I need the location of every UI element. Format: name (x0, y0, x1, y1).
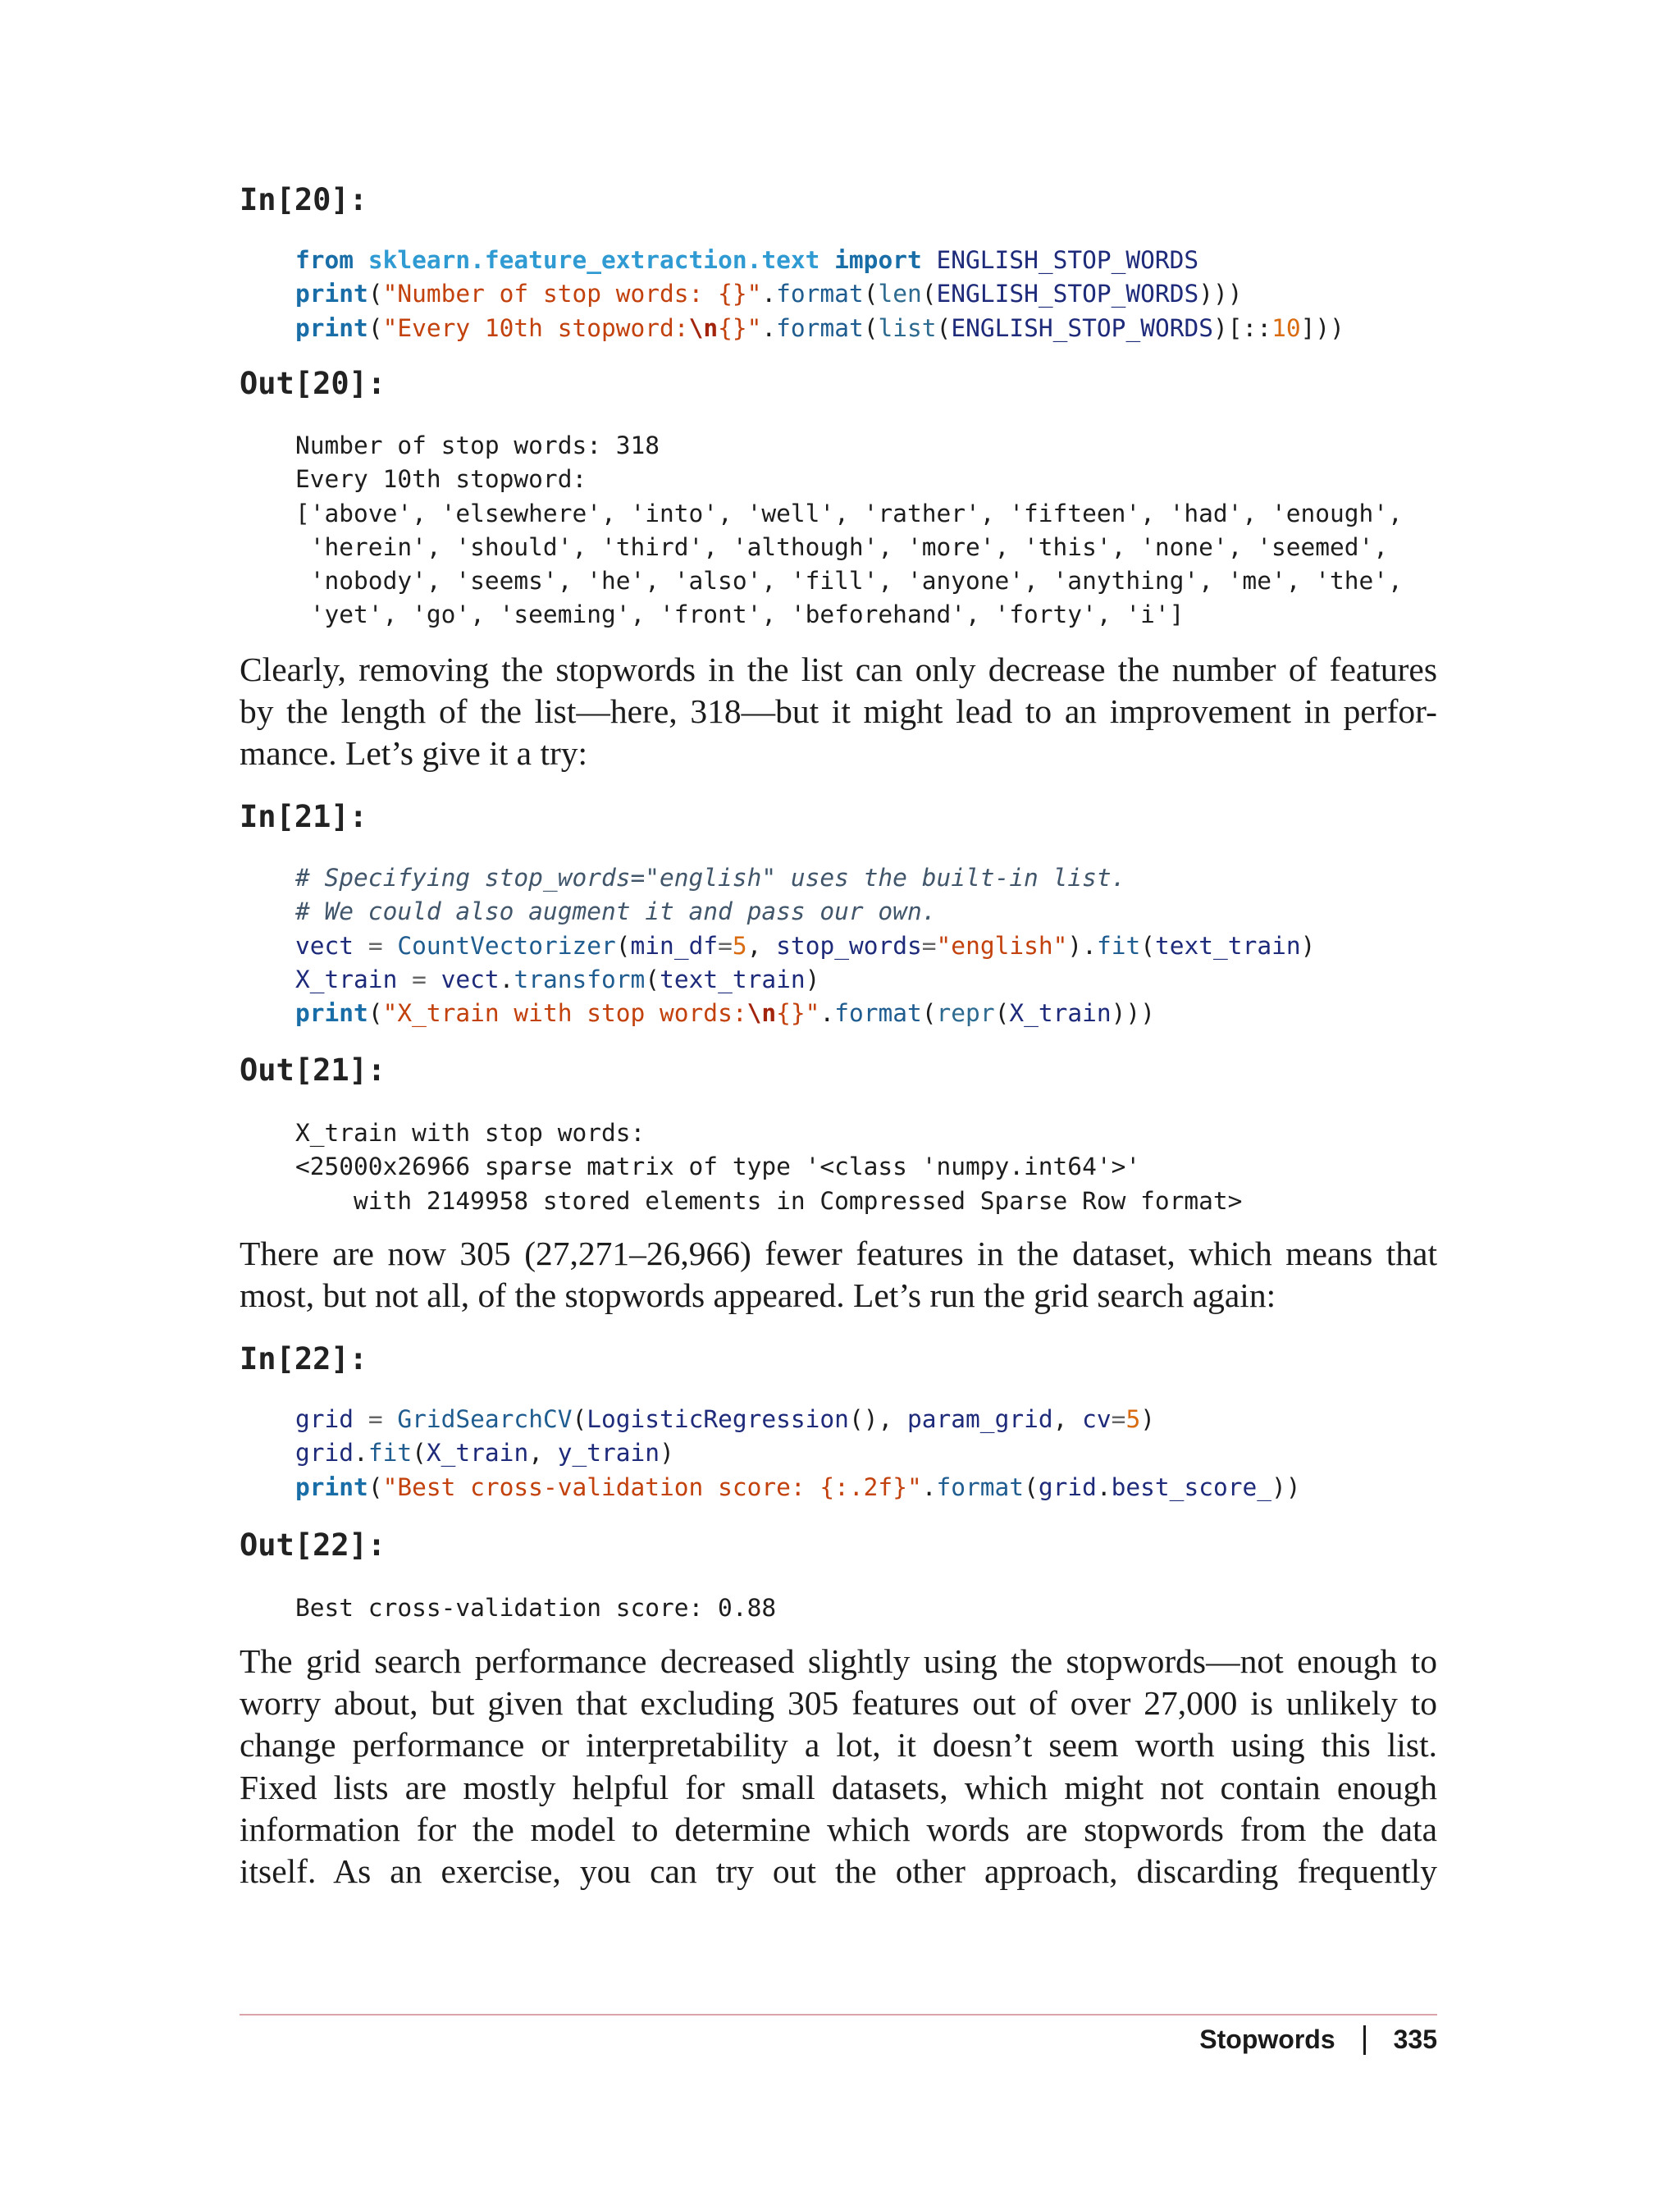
output-line: Every 10th stopword: (295, 465, 587, 494)
page-footer (1199, 2025, 1437, 2055)
code-comment: # Specifying stop_words="english" uses the built-in list. (295, 864, 1126, 892)
code-line: print("Best cross-validation score: {:.2f}".format(grid.best_score_)) (295, 1472, 1301, 1501)
output-line: with 2149958 stored elements in Compressed Sparse Row format> (295, 1186, 1243, 1215)
output-line: 'herein', 'should', 'third', 'although', 'more', 'this', 'none', 'seemed', (295, 532, 1389, 561)
output-line: X_train with stop words: (295, 1119, 646, 1147)
footer-separator (1363, 2025, 1366, 2055)
input-prompt-22: In[22]: (240, 1341, 368, 1376)
output-prompt-22: Out[22]: (240, 1527, 386, 1563)
output-cell-21 (295, 1116, 1242, 1218)
code-line: from sklearn.feature_extraction.text import ENGLISH_STOP_WORDS (295, 246, 1199, 274)
output-cell-22 (295, 1591, 776, 1625)
output-line: Best cross-validation score: 0.88 (295, 1594, 777, 1622)
code-comment: # We could also augment it and pass our own. (295, 897, 937, 926)
footer-rule (240, 2014, 1437, 2016)
code-line: print("Every 10th stopword:\n{}".format(list(ENGLISH_STOP_WORDS)[::10])) (295, 313, 1344, 342)
output-line: 'nobody', 'seems', 'he', 'also', 'fill', 'anyone', 'anything', 'me', 'the', (295, 567, 1403, 596)
paragraph-line: The grid search performance decreased slightly using the stopwords—not enough to (240, 1642, 1437, 1680)
input-prompt-20: In[20]: (240, 182, 368, 217)
body-paragraph-2 (240, 1233, 1437, 1317)
code-line: grid.fit(X_train, y_train) (295, 1439, 674, 1468)
paragraph-line: mance. Let’s give it a try: (240, 734, 588, 773)
code-cell-22 (295, 1403, 1301, 1504)
body-paragraph-1 (240, 649, 1437, 775)
paragraph-line: itself. As an exercise, you can try out the other approach, discarding frequently (240, 1851, 1437, 1890)
paragraph-line: There are now 305 (27,271–26,966) fewer features in the dataset, which means that (240, 1235, 1437, 1272)
paragraph-line: information for the model to determine which words are stopwords from the data (240, 1810, 1437, 1848)
code-line: print("X_train with stop words:\n{}".format(repr(X_train))) (295, 999, 1155, 1028)
paragraph-line: worry about, but given that excluding 305 features out of over 27,000 is unlikely to (240, 1684, 1437, 1723)
body-paragraph-3 (240, 1641, 1437, 1892)
footer-section-title: Stopwords (1199, 2025, 1335, 2054)
output-line: <25000x26966 sparse matrix of type '<class 'numpy.int64'>' (295, 1153, 1141, 1181)
paragraph-line: Clearly, removing the stopwords in the list can only decrease the number of features (240, 651, 1437, 688)
output-line: 'yet', 'go', 'seeming', 'front', 'beforehand', 'forty', 'i'] (295, 600, 1185, 629)
output-line: ['above', 'elsewhere', 'into', 'well', 'rather', 'fifteen', 'had', 'enough', (295, 499, 1403, 527)
code-cell-21 (295, 861, 1315, 1030)
code-cell-20 (295, 244, 1344, 345)
paragraph-line: most, but not all, of the stopwords appeared. Let’s run the grid search again: (240, 1276, 1276, 1315)
input-prompt-21: In[21]: (240, 799, 368, 834)
code-line: vect = CountVectorizer(min_df=5, stop_words="english").fit(text_train) (295, 931, 1316, 960)
paragraph-line: Fixed lists are mostly helpful for small datasets, which might not contain enough (240, 1768, 1437, 1806)
code-line: print("Number of stop words: {}".format(len(ENGLISH_STOP_WORDS))) (295, 280, 1243, 308)
paragraph-line: change performance or interpretability a lot, it doesn’t seem worth using this list. (240, 1726, 1437, 1764)
code-line: grid = GridSearchCV(LogisticRegression(), param_grid, cv=5) (295, 1405, 1155, 1433)
output-prompt-21: Out[21]: (240, 1052, 386, 1088)
output-line: Number of stop words: 318 (295, 431, 660, 459)
page-number: 335 (1393, 2025, 1437, 2054)
output-prompt-20: Out[20]: (240, 366, 386, 401)
output-cell-20 (295, 429, 1403, 632)
paragraph-line: by the length of the list—here, 318—but it might lead to an improvement in perfor- (240, 692, 1437, 731)
code-line: X_train = vect.transform(text_train) (295, 965, 820, 993)
